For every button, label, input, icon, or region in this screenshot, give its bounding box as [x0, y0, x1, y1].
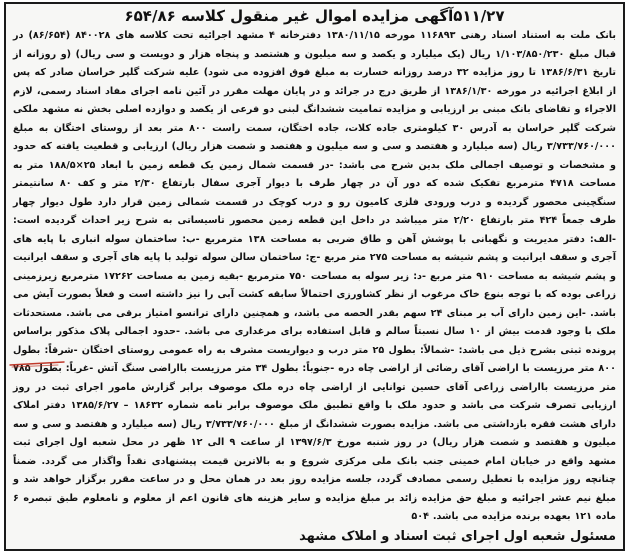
red-pen-mark-icon — [8, 356, 68, 374]
notice-signature: مسئول شعبه اول اجرای ثبت اسناد و املاک مشهد — [299, 528, 616, 544]
notice-title: ۵۱۱/۲۷آگهی مزایده اموال غیر منقول کلاسه ۶۵۴/۸۶ — [124, 7, 505, 25]
notice-body: بانک ملت به استناد اسناد رهنی ۱۱۶۸۹۳ مورخه ۱۳۸۰/۱۱/۱۵ دفترخانه ۴ مشهد اجرائیه تحت کلاسه های ۸۴۰۰۲۸ (۸۶/۶۵۴) در قبال مبلغ ۱/۱۰۳/۸۵۰/۲۳۰ ریال (یک میلیارد و یکصد و سه میلیون و هشتصد و پنجاه هزار و دویست و سی ریال) (و روزانه از تاریخ ۱۳۸۶/۶/۳۱ تا روز مزایده ۳۲ درصد روزانه خسارت به مبلغ فوق افزوده می شود) علیه شرکت گلپر خراسان صادر که پس از ابلاغ اجرائیه در مورخه ۱۳۸۶/۱/۳۰ از طریق درج در جرائد و در پایان مهلت مقرر در آئین نامه اجرای مفاد اسناد رسمی، لازم الاجراء و تقاضای بانک مبنی بر ارزیابی و مزایده تمامیت ششدانگ لبنی دو فرعی از یکصد و دوازده اصلی بخش نه مشهد ملکی شرکت گلپر خراسان به آدرس ۳۰ کیلومتری جاده کلات، جاده اختگان، سمت راست ۸۰۰ متر بعد از روستای اختگان به مبلغ ۳/۷۳۳/۷۶۰/۰۰۰ ریال (سه میلیارد و هفتصد و سی و سه میلیون و هفتصد و شصت هزار ریال) ارزیابی و قطعیت یافته که حدود و مشخصات و توصیف اجمالی ملک بدین شرح می باشد: -در قسمت شمال زمین یک قطعه زمین با ابعاد ۲۵×۱۸۸/۵ متر به مساحت ۴۷۱۸ مترمربع تفکیک شده که دور آن در چهار طرف با دیوار آجری سفال بارتفاع ۲/۳۰ متر و کف ۸۰ سانتیمتر سنگچینی محصور گردیده و درب ورودی فلزی کامیون رو و درب کوچک در قسمت شمالی زمین قرار دارد طول دیوار چهار طرف جمعاً ۴۲۴ متر بارتفاع ۲/۲۰ متر میباشد در داخل این قطعه زمین محصور تاسیساتی به شرح زیر احداث گردیده است: -الف: دفتر مدیریت و نگهبانی با پوشش آهن و طاق ضربی به مساحت ۱۳۸ مترمربع -ب: ساختمان سوله انباری با پایه های آجری و سقف ایرانیت و پشم شیشه به مساحت ۲۷۵ متر مربع -ج: ساختمان سالن سوله تولید با پایه های آجری و سقف ایرانیت و پشم شیشه به مساحت ۹۱۰ متر مربع -د: زیر سوله به مساحت ۷۵۰ مترمربع -بقیه زمین به مساحت ۱۷۲۶۲ مترمربع زیرزمینی زراعی بوده که با توجه بنوع خاک مرغوب از نظر کشاورزی احتمالاً سابقه کشت آبی را نیز داشته است و فعلاً بصورت آیش می باشد. -این زمین دارای آب بر مبنای ۲۴ سهم بقدر الحصه می باشد، و همچنین دارای ترانسو امتیاز برقی می باشد. مستحدثات ملک با وجود قدمت بیش از ۱۰ سال نسبتاً سالم و قابل استفاده برای مرغداری می باشد. -حدود اجمالی پلاک مذکور براساس پرونده ثبتی بشرح ذیل می باشد: -شمالاً: بطول ۲۵ متر درب و دیواریست مشرف به راه عمومی روستای اختگان -شرقاً: بطول ۸۰۰ متر مرزیست با اراضی آقای رضائی از اراضی چاه دره -جنوباً: بطول ۳۴ متر مرزیست بااراضی سنگ آتش -غرباً: بطول ۷۸۵ متر مرزیست بااراضی زراعی آقای حسین توانایی از اراضی چاه دره ملک موصوف برابر گزارش مامور اجرای ثبت در روز ارزیابی تصرف شرکت می باشد و حدود ملک با واقع تطبیق ملک موصوف برابر نامه شماره ۱۸۶۳۲ – ۱۳۸۵/۶/۲۷ دفتر املاک دارای هشت فقره بازداشتی می باشد. مزایده بصورت ششدانگ از مبلغ ۳/۷۳۳/۷۶۰/۰۰۰ ریال (سه میلیارد و هفتصد و سی و سه میلیون و هفتصد و شصت هزار ریال) در روز شنبه مورخ ۱۳۹۷/۶/۳ از ساعت ۹ الی ۱۲ ظهر در محل شعبه اول اجرای ثبت مشهد واقع در خیابان امام خمینی جنب بانک ملی مرکزی شروع و به بالاترین قیمت پیشنهادی نقداً واگذار می گردد. ضمناً چنانچه روز مزایده با تعطیل رسمی مصادف گردد، جلسه مزایده روز بعد در همان محل و در ساعت مقرر برگزار خواهد شد و مبلغ نیم عشر اجرائیه و مبلغ حق مزایده زائد بر مبلغ مزایده و سایر هزینه های قانون اعم از معلوم و نامعلوم طبق تبصره ۶ ماده ۱۲۱ بعهده برنده مزایده می باشد. ۵۰۴ — [13, 30, 617, 522]
auction-notice — [4, 2, 625, 551]
